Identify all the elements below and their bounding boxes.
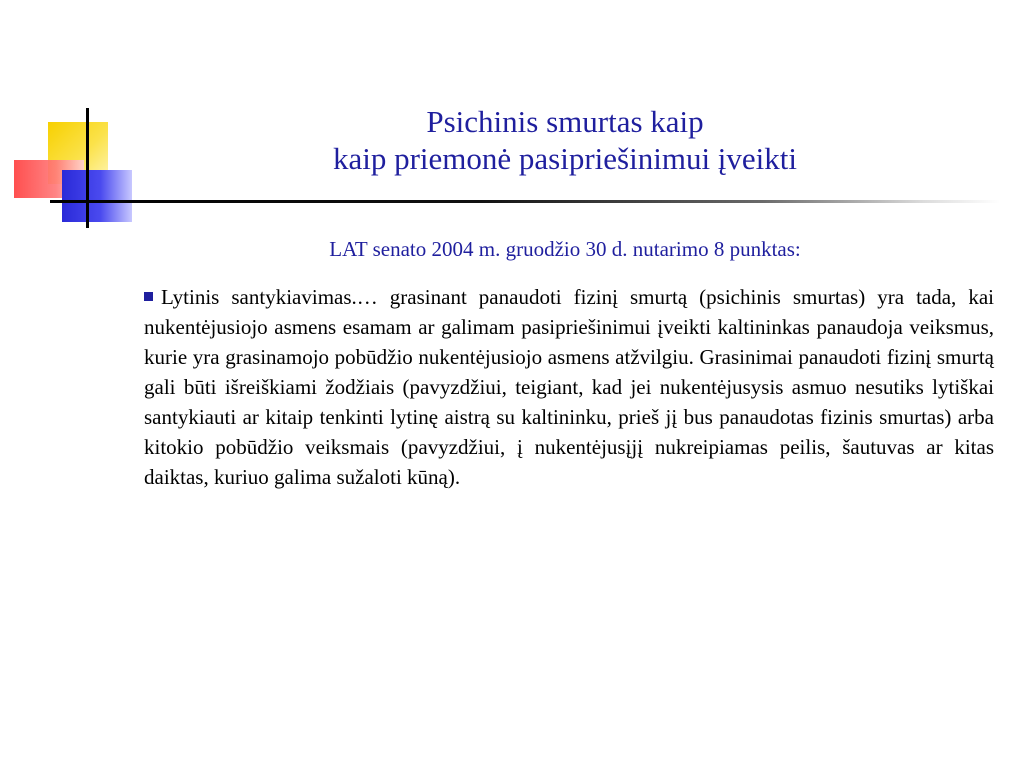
blue-square [62, 170, 132, 222]
decorative-squares-logo [0, 0, 220, 240]
square-bullet-icon [144, 292, 153, 301]
vertical-rule [86, 108, 89, 228]
body-paragraph [144, 282, 994, 492]
slide-title [200, 103, 930, 177]
body-text: Lytinis santykiavimas.… grasinant panaudoti fizinį smurtą (psichinis smurtas) yra tada, kai nukentėjusiojo asmens esamam ar galimam pasipriešinimui įveikti kaltininkas panaudoja veiksmus, kurie yra grasinamojo pobūdžio nukentėjusiojo asmens atžvilgiu. Grasinimai panaudoti fizinį smurtą gali būti išreiškiami žodžiais (pavyzdžiui, teigiant, kad jei nukentėjusysis asmuo nesutiks lytiškai santykiauti ar kitaip tenkinti lytinę aistrą su kaltininku, prieš jį bus panaudotas fizinis smurtas) arba kitokio pobūdžio veiksmais (pavyzdžiui, į nukentėjusįjį nukreipiamas peilis, šautuvas ar kitas daiktas, kuriuo galima sužaloti kūną). [144, 285, 994, 489]
title-underline [50, 200, 1000, 203]
slide-title-line-2: kaip priemonė pasipriešinimui įveikti [332, 141, 798, 176]
slide-subtitle: LAT senato 2004 m. gruodžio 30 d. nutarimo 8 punktas: [329, 237, 801, 261]
slide-title-line-1: Psichinis smurtas kaip [426, 104, 704, 139]
